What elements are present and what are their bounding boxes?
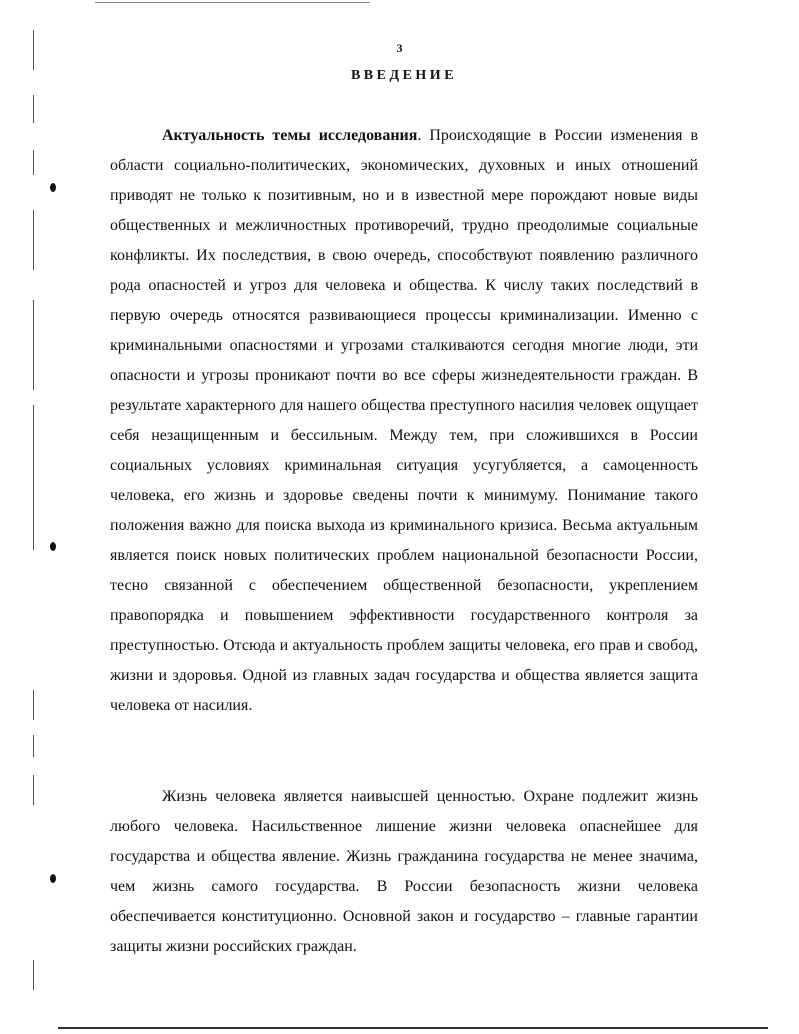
- paragraph-lead: Актуальность темы исследования: [162, 127, 418, 144]
- left-margin-line: [33, 690, 34, 720]
- left-margin-line: [33, 775, 34, 805]
- punch-hole-mark: [50, 874, 56, 883]
- left-margin-line: [33, 960, 34, 990]
- top-border-line: [95, 2, 370, 3]
- left-margin-line: [33, 300, 34, 390]
- paragraph-text: Жизнь человека является наивысшей ценностью. Охране подлежит жизнь любого человека. Насильственное лишение жизни человека опаснейшее для государства и общества явление. Жизнь гражданина государства не менее значима, чем жизнь самого государства. В России безопасность жизни человека обеспечивается конституционно. Основной закон и государство – главные гарантии защиты жизни российских граждан.: [110, 788, 698, 955]
- left-margin-line: [33, 405, 34, 550]
- left-margin-line: [33, 735, 34, 757]
- left-margin-line: [33, 95, 34, 123]
- punch-hole-mark: [50, 542, 56, 551]
- body-paragraph: [110, 782, 698, 962]
- bottom-border-line: [58, 1027, 768, 1029]
- paragraph-text: . Происходящие в России изменения в области социально-политических, экономических, духовных и иных отношений приводят не только к позитивным, но и в известной мере порождают новые виды общественных и межличностных противоречий, трудно преодолимые социальные конфликты. Их последствия, в свою очередь, способствуют появлению различного рода опасностей и угроз для человека и общества. К числу таких последствий в первую очередь относятся развивающиеся процессы криминализации. Именно с криминальными опасностями и угрозами сталкиваются сегодня многие люди, эти опасности и угрозы проникают почти во все сферы жизнедеятельности граждан. В результате характерного для нашего общества преступного насилия человек ощущает себя незащищенным и бессильным. Между тем, при сложившихся в России социальных условиях криминальная ситуация усугубляется, а самоценность человека, его жизнь и здоровье сведены почти к минимуму. Понимание такого положения важно для поиска выхода из криминального кризиса. Весьма актуальным является поиск новых политических проблем национальной безопасности России, тесно связанной с обеспечением общественной безопасности, укреплением правопорядка и повышением эффективности государственного контроля за преступностью. Отсюда и актуальность проблем защиты человека, его прав и свобод, жизни и здоровья. Одной из главных задач государства и общества является защита человека от насилия.: [110, 127, 698, 714]
- body-paragraph: [110, 121, 698, 721]
- page-number: 3: [396, 41, 403, 55]
- left-margin-line: [33, 210, 34, 270]
- left-margin-line: [33, 150, 34, 175]
- punch-hole-mark: [50, 183, 56, 192]
- section-heading: ВВЕДЕНИЕ: [350, 68, 458, 83]
